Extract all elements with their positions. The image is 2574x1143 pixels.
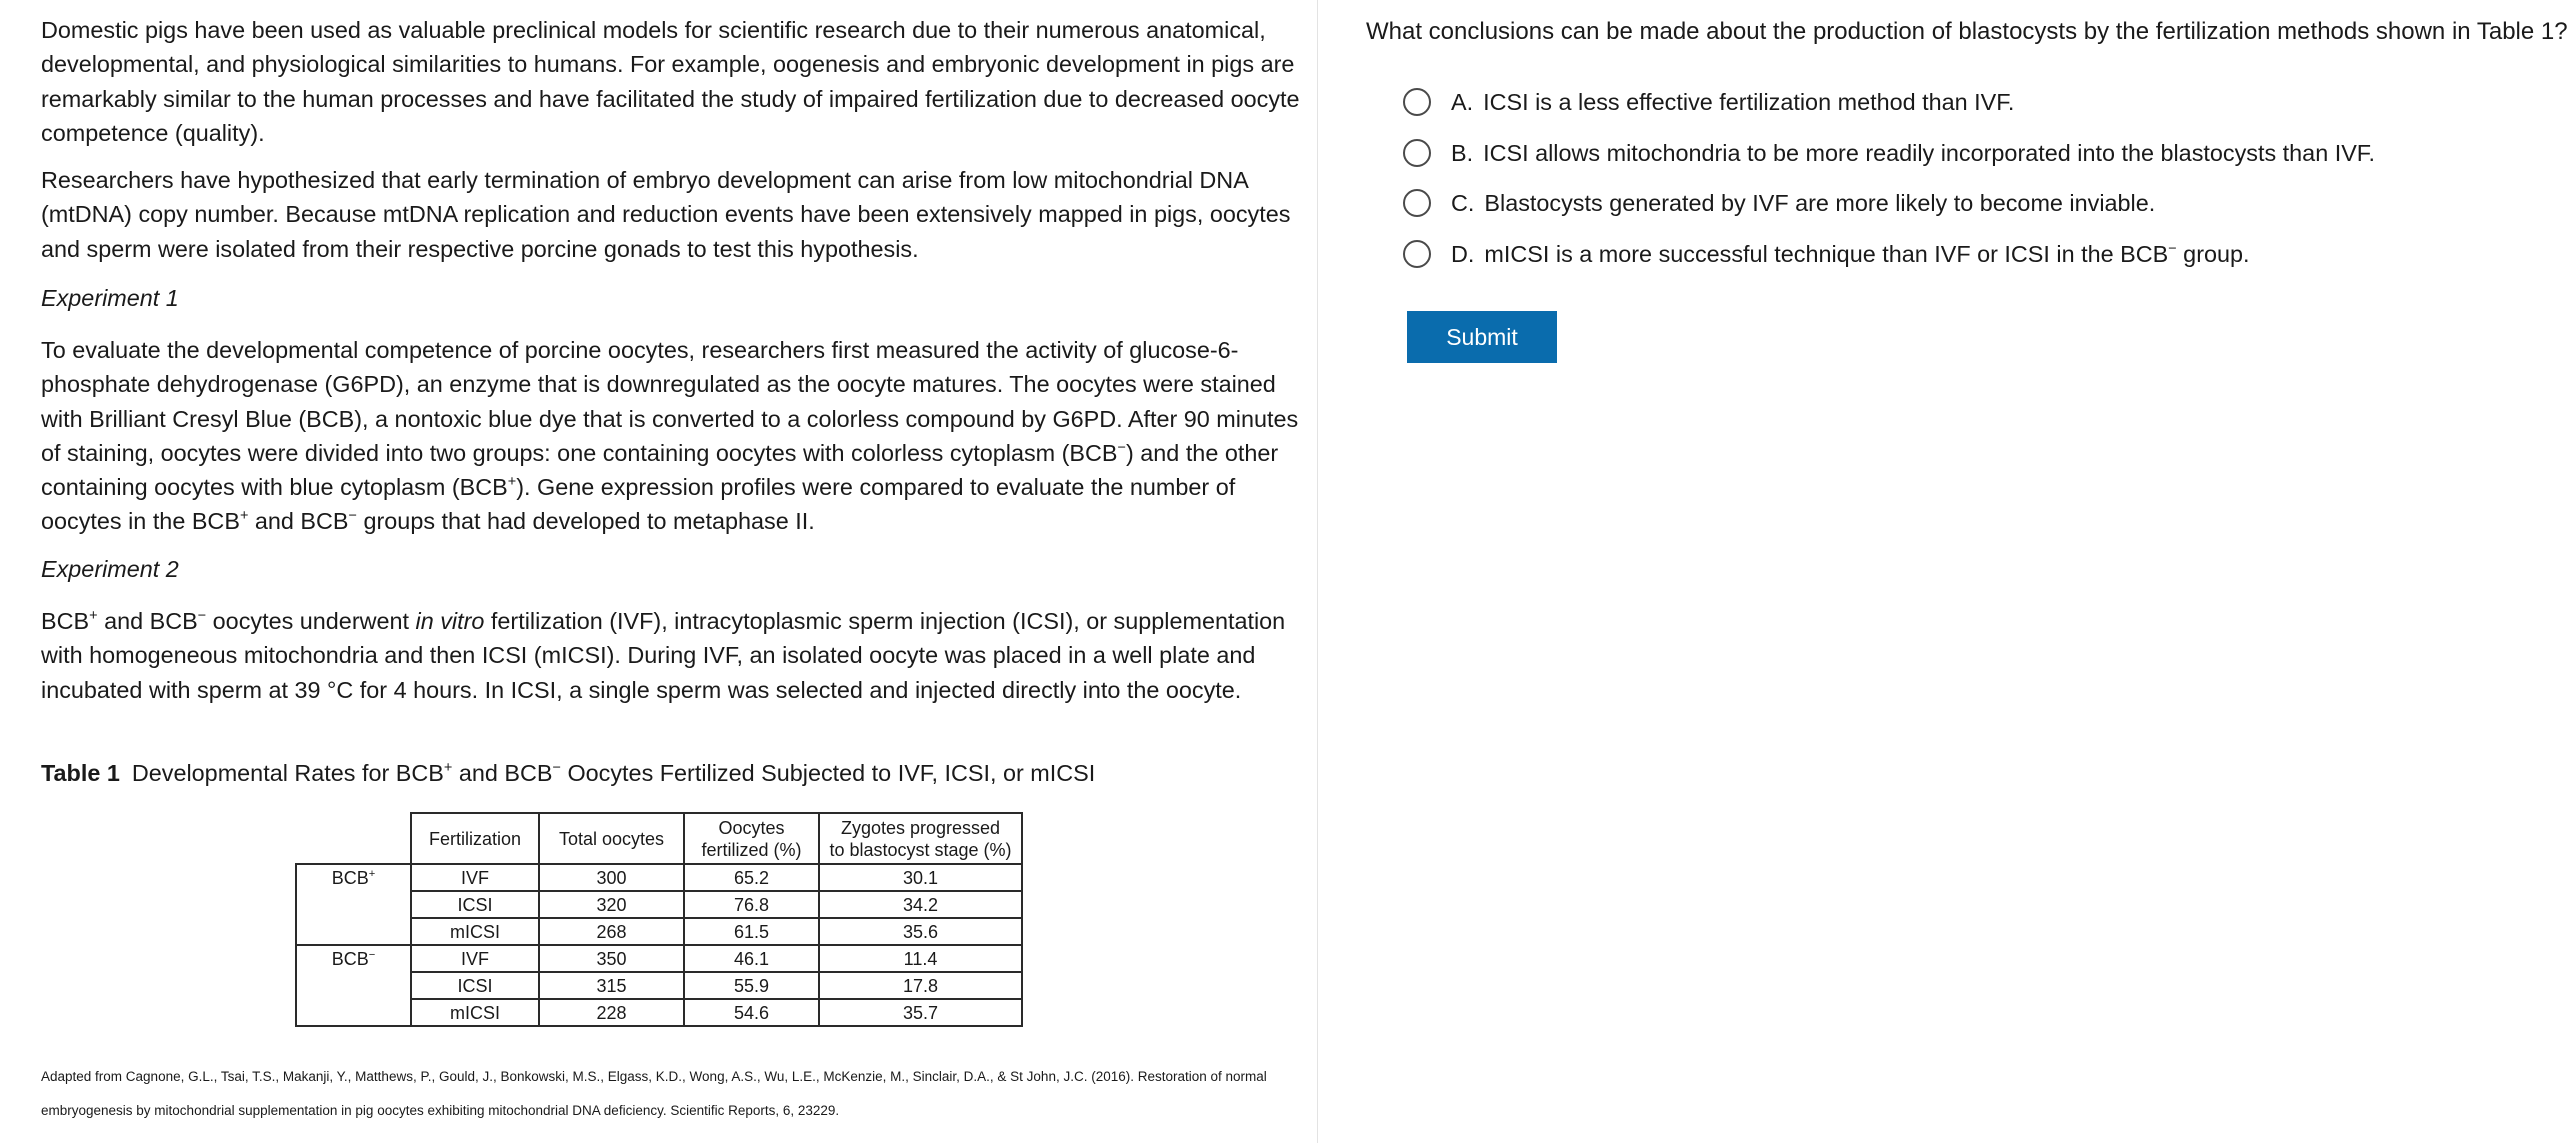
passage-paragraph-1: Domestic pigs have been used as valuable preclinical models for scientific research due to their numerous anatomical, developmental, and physiological similarities to humans. For example, oogenesis and embryonic development in pigs are remarkably similar to the human processes and have facilitated the study of impaired fertilization due to decreased oocyte competence (quality). [41,17,1300,146]
header-oocytes-fertilized: Oocytes fertilized (%) [684,813,819,864]
table-cell: 228 [539,999,684,1026]
table-cell: 35.6 [819,918,1022,945]
table-cell: IVF [411,864,539,891]
table-cell: mICSI [411,999,539,1026]
table-cell: IVF [411,945,539,972]
table-cell: 65.2 [684,864,819,891]
table-cell: 76.8 [684,891,819,918]
table-cell: 350 [539,945,684,972]
table-cell: 320 [539,891,684,918]
header-total-oocytes: Total oocytes [539,813,684,864]
answer-option-c[interactable] [1403,185,2155,221]
table-row [296,945,1022,972]
table-cell: mICSI [411,918,539,945]
passage-paragraph-2: Researchers have hypothesized that early termination of embryo development can arise from low mitochondrial DNA (mtDNA) copy number. Because mtDNA replication and reduction events have been extensively mapped in pigs, oocytes and sperm were isolated from their respective porcine gonads to test this hypothesis. [41,167,1291,262]
table-cell: 300 [539,864,684,891]
table-cell: ICSI [411,972,539,999]
experiment-1-heading: Experiment 1 [41,285,179,311]
passage-paragraph-4: BCB+ and BCB− oocytes underwent in vitro fertilization (IVF), intracytoplasmic sperm injection (ICSI), or supplementation with homogeneous mitochondria and then ICSI (mICSI). During IVF, an isolated oocyte was placed in a well plate and incubated with sperm at 39 °C for 4 hours. In ICSI, a single sperm was selected and injected directly into the oocyte. [41,608,1286,703]
option-letter: C. [1451,189,1475,216]
option-text: Blastocysts generated by IVF are more likely to become inviable. [1484,189,2156,216]
option-text: ICSI is a less effective fertilization method than IVF. [1483,88,2015,115]
option-text: ICSI allows mitochondria to be more readily incorporated into the blastocysts than IVF. [1483,139,2375,166]
table-cell: 315 [539,972,684,999]
table-cell: 34.2 [819,891,1022,918]
table-cell: 17.8 [819,972,1022,999]
radio-button-c[interactable] [1403,189,1431,217]
source-citation: Adapted from Cagnone, G.L., Tsai, T.S., Makanji, Y., Matthews, P., Gould, J., Bonkowski, M.S., Elgass, K.D., Wong, A.S., Wu, L.E., McKenzie, M., Sinclair, D.A., & St John, J.C. (2016). Restoration of normal embryogenesis by mitochondrial supplementation in pig oocytes exhibiting mitochondrial DNA deficiency. Scientific Reports, 6, 23229. [41,1069,1267,1118]
radio-button-d[interactable] [1403,240,1431,268]
group-label-bcb-plus: BCB+ [296,864,411,945]
option-letter: B. [1451,139,1474,166]
answer-option-a[interactable] [1403,84,2014,120]
radio-button-b[interactable] [1403,139,1431,167]
answer-option-d[interactable] [1403,236,2250,272]
header-zygotes-progressed: Zygotes progressed to blastocyst stage (%) [819,813,1022,864]
table-caption: Table 1 Developmental Rates for BCB+ and BCB− Oocytes Fertilized Subjected to IVF, ICSI, or mICSI [41,760,1096,786]
table-row [296,864,1022,891]
radio-button-a[interactable] [1403,88,1431,116]
answer-option-b[interactable] [1403,135,2375,171]
table-cell: ICSI [411,891,539,918]
group-label-bcb-minus: BCB− [296,945,411,1026]
table-cell: 35.7 [819,999,1022,1026]
option-text: mICSI is a more successful technique than IVF or ICSI in the BCB− group. [1484,240,2250,267]
table-cell: 61.5 [684,918,819,945]
table-cell: 46.1 [684,945,819,972]
table-corner-cell [296,813,411,864]
header-fertilization: Fertilization [411,813,539,864]
table-cell: 54.6 [684,999,819,1026]
developmental-rates-table [295,812,1023,1027]
question-pane [1319,0,2574,1143]
table-cell: 30.1 [819,864,1022,891]
table-cell: 55.9 [684,972,819,999]
experiment-2-heading: Experiment 2 [41,556,179,582]
table-cell: 11.4 [819,945,1022,972]
passage-paragraph-3: To evaluate the developmental competence of porcine oocytes, researchers first measured the activity of glucose-6-phosphate dehydrogenase (G6PD), an enzyme that is downregulated as the oocyte matures. The oocytes were stained with Brilliant Cresyl Blue (BCB), a nontoxic blue dye that is converted to a colorless compound by G6PD. After 90 minutes of staining, oocytes were divided into two groups: one containing oocytes with colorless cytoplasm (BCB−) and the other containing oocytes with blue cytoplasm (BCB+). Gene expression profiles were compared to evaluate the number of oocytes in the BCB+ and BCB− groups that had developed to metaphase II. [41,337,1299,535]
option-letter: D. [1451,240,1475,267]
question-text: What conclusions can be made about the production of blastocysts by the fertilization methods shown in Table 1? [1366,18,2568,45]
submit-button[interactable]: Submit [1407,311,1557,363]
table-header-row [296,813,1022,864]
option-letter: A. [1451,88,1474,115]
table-cell: 268 [539,918,684,945]
